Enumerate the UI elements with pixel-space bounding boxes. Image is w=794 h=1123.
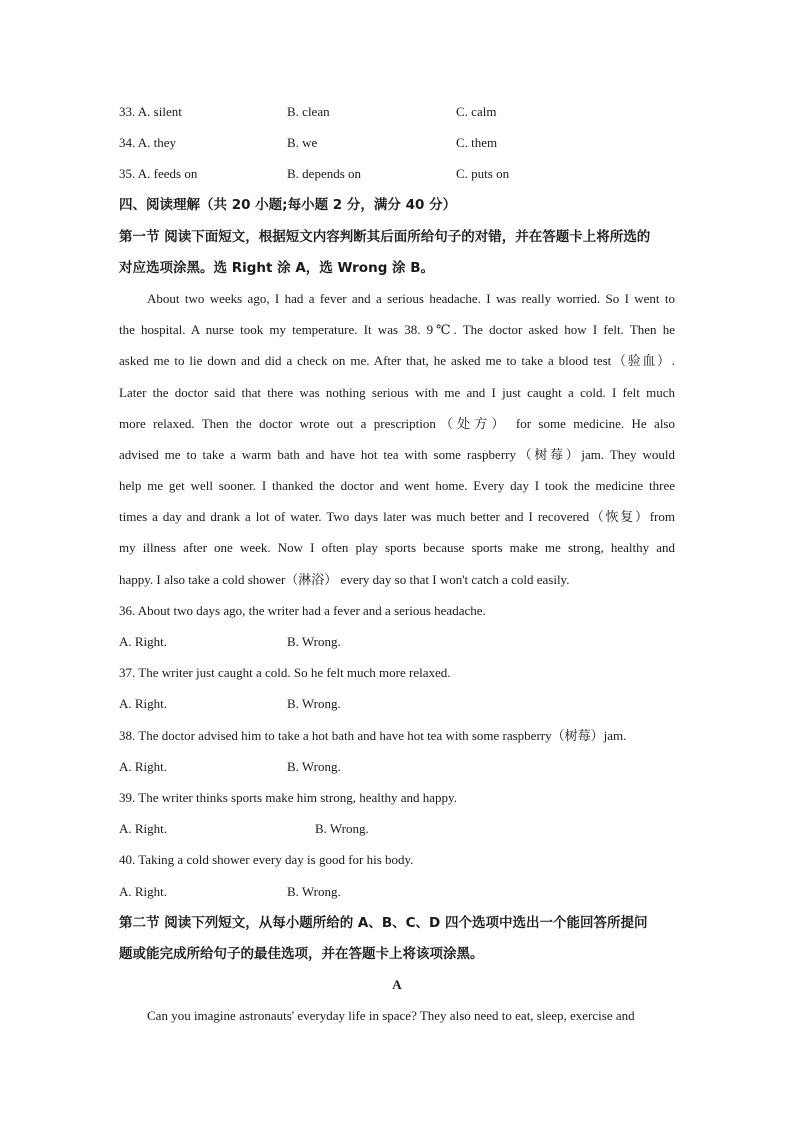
answer-wrong: B. Wrong.	[287, 696, 341, 711]
question-36: 36. About two days ago, the writer had a fever and a serious headache.	[119, 603, 486, 618]
option-c: C. puts on	[456, 166, 510, 181]
answer-right: A. Right.	[119, 634, 168, 649]
passage-line: Later the doctor said that there was nothing serious with me and I just caught a cold. I felt much	[119, 385, 675, 400]
passage-line: times a day and drank a lot of water. Two days later was much better and I recovered（恢复）from	[119, 509, 675, 524]
option-b: B. we	[287, 135, 318, 150]
option-b: B. depends on	[287, 166, 362, 181]
option-a: 33. A. silent	[119, 104, 182, 119]
passage-line: more relaxed. Then the doctor wrote out a prescription（处方） for some medicine. He also	[119, 416, 675, 431]
part1-instruction-line: 第一节 阅读下面短文，根据短文内容判断其后面所给句子的对错，并在答题卡上将所选的	[119, 229, 651, 245]
option-c: C. them	[456, 135, 498, 150]
answer-right: A. Right.	[119, 696, 168, 711]
option-b: B. clean	[287, 104, 330, 119]
answer-wrong: B. Wrong.	[315, 821, 369, 836]
question-37: 37. The writer just caught a cold. So he felt much more relaxed.	[119, 665, 451, 680]
passage-a-line: Can you imagine astronauts' everyday life in space? They also need to eat, sleep, exercise and	[147, 1008, 635, 1023]
answer-wrong: B. Wrong.	[287, 634, 341, 649]
part2-instruction-line: 第二节 阅读下列短文，从每小题所给的 A、B、C、D 四个选项中选出一个能回答所提问	[119, 915, 648, 931]
answer-wrong: B. Wrong.	[287, 759, 341, 774]
section-title: 四、阅读理解（共 20 小题;每小题 2 分，满分 40 分）	[119, 197, 457, 213]
passage-line: asked me to lie down and did a check on me. After that, he asked me to take a blood test（验血）.	[119, 353, 675, 368]
part1-instruction-line: 对应选项涂黑。选 Right 涂 A，选 Wrong 涂 B。	[119, 260, 435, 276]
answer-right: A. Right.	[119, 759, 168, 774]
question-39: 39. The writer thinks sports make him strong, healthy and happy.	[119, 790, 457, 805]
passage-line: the hospital. A nurse took my temperature. It was 38. 9℃. The doctor asked how I felt. Then he	[119, 322, 675, 337]
answer-right: A. Right.	[119, 821, 168, 836]
option-c: C. calm	[456, 104, 497, 119]
answer-wrong: B. Wrong.	[287, 884, 341, 899]
passage-line: happy. I also take a cold shower（淋浴） every day so that I won't catch a cold easily.	[119, 572, 570, 587]
passage-line: About two weeks ago, I had a fever and a serious headache. I was really worried. So I went to	[147, 291, 675, 306]
passage-line: advised me to take a warm bath and have hot tea with some raspberry（树莓）jam. They would	[119, 447, 675, 462]
passage-line: help me get well sooner. I thanked the doctor and went home. Every day I took the medicine three	[119, 478, 675, 493]
option-a: 35. A. feeds on	[119, 166, 198, 181]
part2-instruction-line: 题或能完成所给句子的最佳选项，并在答题卡上将该项涂黑。	[119, 946, 484, 962]
passage-a-title: A	[392, 977, 402, 992]
answer-right: A. Right.	[119, 884, 168, 899]
option-a: 34. A. they	[119, 135, 177, 150]
question-40: 40. Taking a cold shower every day is good for his body.	[119, 852, 414, 867]
question-38: 38. The doctor advised him to take a hot bath and have hot tea with some raspberry（树莓）jam.	[119, 728, 627, 743]
passage-line: my illness after one week. Now I often play sports because sports make me strong, healthy and	[119, 540, 675, 555]
